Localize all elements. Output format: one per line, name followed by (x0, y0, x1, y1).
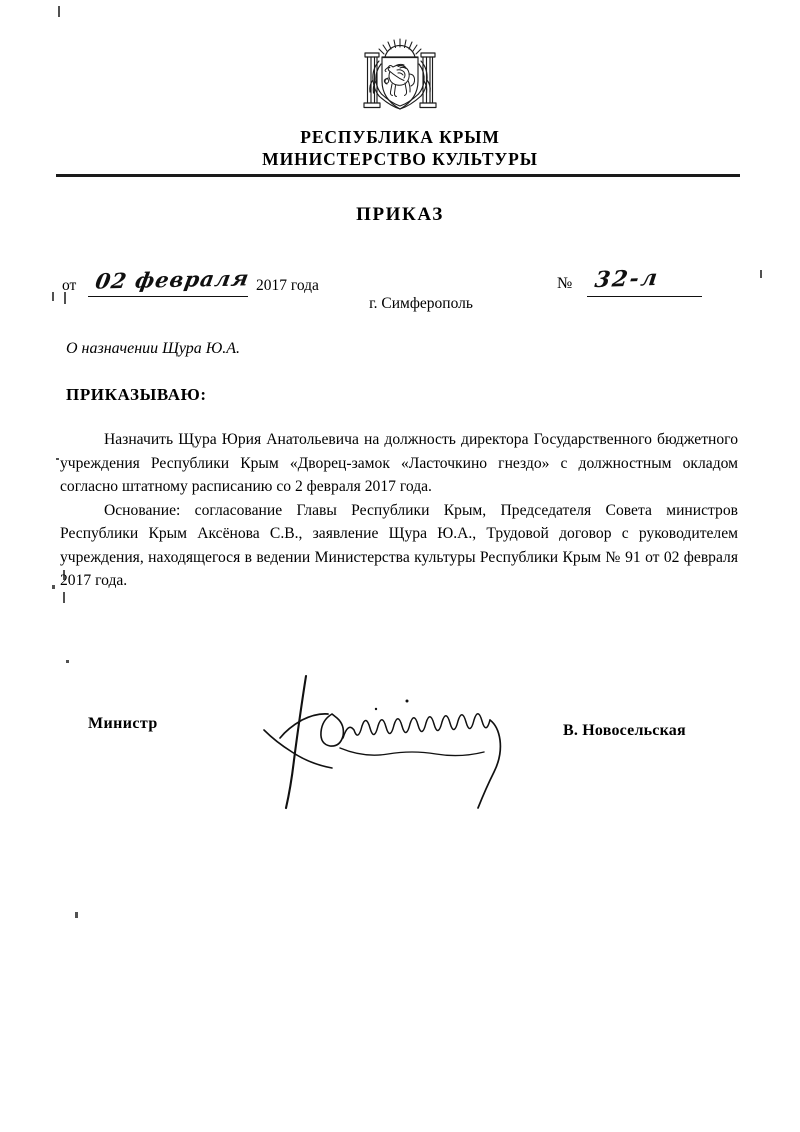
city-line: г. Симферополь (369, 295, 473, 312)
number-blank-field[interactable] (587, 264, 702, 297)
scan-artifact (66, 660, 69, 663)
date-blank-field[interactable] (88, 265, 252, 297)
handwritten-signature-icon (236, 668, 586, 818)
scan-artifact (760, 270, 762, 278)
scan-artifact (52, 585, 55, 589)
scan-artifact (63, 592, 65, 603)
signer-name: В. Новосельская (563, 722, 686, 739)
from-label: от (62, 277, 77, 294)
header-divider (56, 174, 740, 177)
number-sign: № (557, 275, 573, 292)
signer-role: Министр (88, 715, 158, 732)
handwritten-number: 32-л (593, 264, 661, 294)
coat-of-arms-icon (0, 36, 800, 127)
scan-artifact (75, 912, 78, 918)
handwritten-date: 02 февраля (93, 265, 252, 294)
scan-artifact (58, 6, 60, 17)
document-type-title: ПРИКАЗ (356, 204, 444, 225)
organization-header (0, 126, 800, 170)
scan-artifact (56, 458, 59, 460)
order-keyword: ПРИКАЗЫВАЮ: (66, 385, 207, 404)
document-body (60, 428, 738, 593)
year-label: 2017 года (256, 277, 319, 294)
body-paragraph-2: Основание: согласование Главы Республики Крым, Председателя Совета министров Республики Крым Аксёнова С.В., заявление Щура Ю.А., Трудовой договор с руководителем учреждения, находящегося в ведении Министерства культуры Республики Крым № 91 от 02 февраля 2017 года. (60, 501, 738, 589)
republic-name: РЕСПУБЛИКА КРЫМ (300, 127, 500, 147)
coat-of-arms-svg (352, 36, 448, 122)
body-paragraph-1: Назначить Щура Юрия Анатольевича на должность директора Государственного бюджетного учреждения Республики Крым «Дворец-замок «Ласточкино гнездо» с должностным окладом согласно штатному расписанию со 2 февраля 2017 года. (60, 431, 738, 495)
document-subject: О назначении Щура Ю.А. (66, 340, 240, 357)
ministry-name: МИНИСТЕРСТВО КУЛЬТУРЫ (262, 149, 538, 169)
